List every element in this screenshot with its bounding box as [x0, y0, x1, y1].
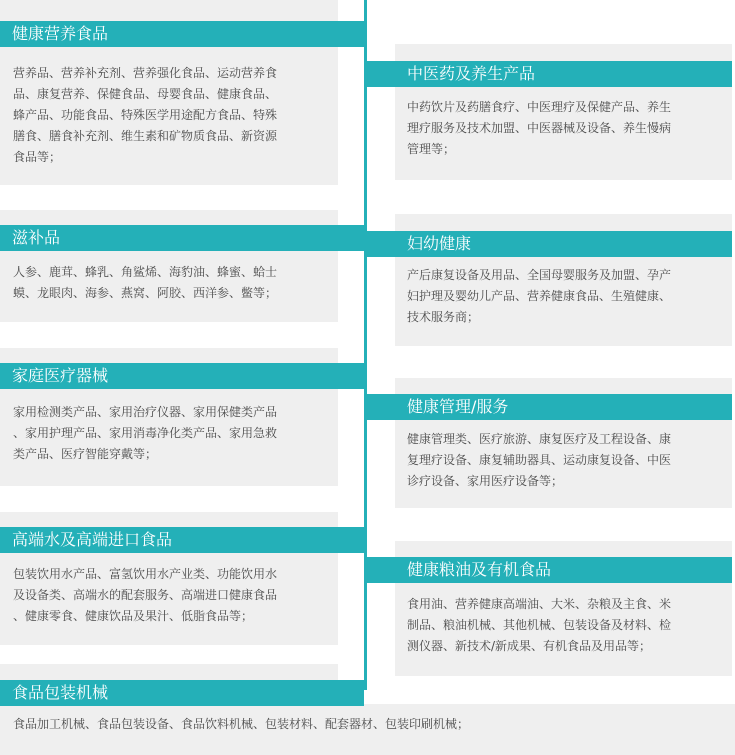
tonic-header: 滋补品: [0, 225, 364, 251]
water-import-text: 包装饮用水产品、富氢饮用水产业类、功能饮用水 及设备类、高端水的配套服务、高端进口健康食品 、健康零食、健康饮品及果汁、低脂食品等；: [13, 567, 278, 623]
water-import-header: 高端水及高端进口食品: [0, 527, 364, 553]
maternal-text: 产后康复设备及用品、全国母婴服务及加盟、孕产 妇护理及婴幼儿产品、营养健康食品、生殖健康、 技术服务商；: [407, 268, 672, 324]
home-medical-text: 家用检测类产品、家用治疗仪器、家用保健类产品 、家用护理产品、家用消毒净化类产品、家用急救 类产品、医疗智能穿戴等；: [13, 405, 278, 461]
home-medical-header: 家庭医疗器械: [0, 363, 364, 389]
center-timeline-line: [364, 0, 367, 690]
grain-oil-text: 食用油、营养健康高端油、大米、杂粮及主食、米 制品、粮油机械、其他机械、包装设备及材料、检 测仪器、新技术/新成果、有机食品及用品等；: [407, 597, 672, 653]
packaging-text: 食品加工机械、食品包装设备、食品饮料机械、包装材料、配套器材、包装印刷机械；: [13, 717, 470, 731]
grain-oil-header: 健康粮油及有机食品: [367, 557, 732, 583]
nutrition-food-text: 营养品、营养补充剂、营养强化食品、运动营养食 品、康复营养、保健食品、母婴食品、健康食品、 蜂产品、功能食品、特殊医学用途配方食品、特殊 膳食、膳食补充剂、维生素和矿物质食品、新资源 食品等；: [13, 66, 278, 164]
packaging-header: 食品包装机械: [0, 680, 364, 706]
health-mgmt-header: 健康管理/服务: [367, 394, 732, 420]
tcm-header: 中医药及养生产品: [367, 61, 732, 87]
maternal-header: 妇幼健康: [367, 231, 732, 257]
health-mgmt-text: 健康管理类、医疗旅游、康复医疗及工程设备、康 复理疗设备、康复辅助器具、运动康复设备、中医 诊疗设备、家用医疗设备等；: [407, 432, 672, 488]
tonic-text: 人参、鹿茸、蜂乳、角鲨烯、海豹油、蜂蜜、蛤士 蟆、龙眼肉、海参、燕窝、阿胶、西洋参、鳖等；: [13, 265, 278, 300]
tcm-text: 中药饮片及药膳食疗、中医理疗及保健产品、养生 理疗服务及技术加盟、中医器械及设备、养生慢病 管理等；: [407, 100, 672, 156]
nutrition-food-header: 健康营养食品: [0, 21, 364, 47]
